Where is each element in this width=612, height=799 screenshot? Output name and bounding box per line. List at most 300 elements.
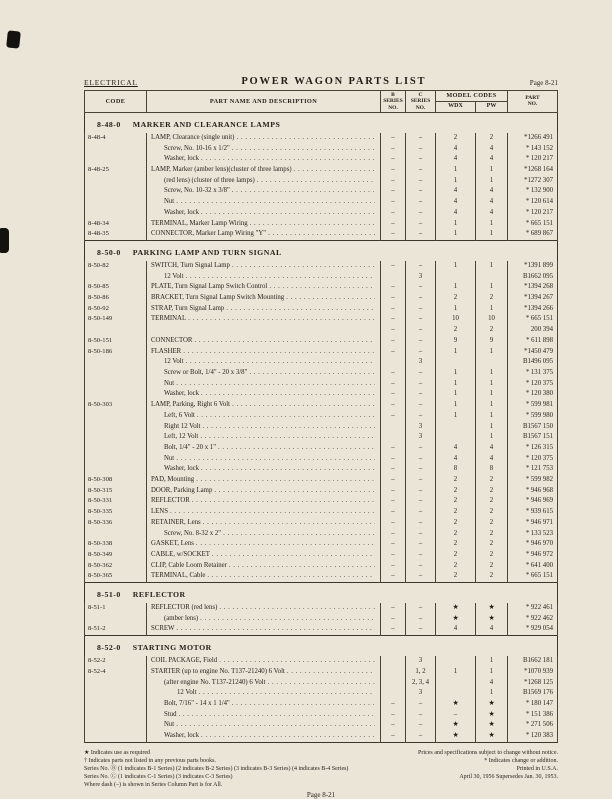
code-cell (85, 389, 147, 400)
c-series-cell: 3 (406, 656, 436, 667)
pw-cell: 2 (476, 475, 508, 486)
description-cell: DOOR, Parking Lamp . . . (147, 486, 381, 497)
section-code: 8-48-0 (97, 119, 121, 129)
wdx-cell: ★ (436, 731, 476, 742)
wdx-cell: 1 (436, 400, 476, 411)
b-series-cell: – (381, 731, 406, 742)
code-cell: 8-50-186 (85, 347, 147, 358)
dot-leader (197, 412, 375, 421)
part-no-cell: * 599 981 (508, 400, 558, 411)
code-cell: 8-50-338 (85, 539, 147, 550)
dot-leader (268, 230, 375, 239)
part-no-cell: * 946 969 (508, 496, 558, 507)
part-no-cell: * 665 151 (508, 219, 558, 230)
description-cell: FLASHER . . . (147, 347, 381, 358)
code-cell (85, 614, 147, 625)
description-cell: STRAP, Turn Signal Lamp . . . (147, 304, 381, 315)
page-number-top: Page 8-21 (529, 79, 558, 87)
description-cell: TERMINAL . . . (147, 314, 381, 325)
dot-leader (287, 668, 375, 677)
b-series-cell: – (381, 550, 406, 561)
code-cell (85, 688, 147, 699)
pw-cell: 4 (476, 454, 508, 465)
wdx-cell: 4 (436, 144, 476, 155)
pw-cell: 4 (476, 186, 508, 197)
part-no-cell: B1567 150 (508, 422, 558, 433)
pw-cell: 4 (476, 208, 508, 219)
code-cell (85, 154, 147, 165)
dot-leader (192, 497, 375, 506)
pw-cell: 1 (476, 667, 508, 678)
code-cell: 8-50-86 (85, 293, 147, 304)
pw-cell: 1 (476, 347, 508, 358)
c-series-cell: – (406, 314, 436, 325)
dot-leader (186, 273, 375, 282)
description-cell: BRACKET, Turn Signal Lamp Switch Mounting . . . (147, 293, 381, 304)
footnote-date: April 30, 1956 Supersedes Jan. 30, 1953. (459, 773, 558, 780)
b-series-cell (381, 667, 406, 678)
code-cell (85, 208, 147, 219)
wdx-cell: 4 (436, 443, 476, 454)
b-series-cell: – (381, 389, 406, 400)
c-series-cell: – (406, 379, 436, 390)
dot-leader (219, 657, 375, 666)
pw-cell: 1 (476, 411, 508, 422)
description-cell (147, 325, 381, 336)
table-row (85, 699, 558, 710)
page-title: POWER WAGON PARTS LIST (241, 76, 427, 87)
part-no-cell: * 641 400 (508, 561, 558, 572)
dot-leader (176, 380, 375, 389)
table-row (85, 720, 558, 731)
pw-cell: 4 (476, 624, 508, 635)
wdx-cell: 1 (436, 165, 476, 176)
wdx-cell (436, 688, 476, 699)
part-no-cell: * 599 980 (508, 411, 558, 422)
part-no-cell: * 599 982 (508, 475, 558, 486)
wdx-cell: 2 (436, 133, 476, 144)
table-row (85, 133, 558, 144)
pw-cell: 2 (476, 133, 508, 144)
c-series-cell: – (406, 133, 436, 144)
parts-table (84, 90, 558, 743)
c-series-cell: – (406, 443, 436, 454)
description-cell: CABLE, w/SOCKET . . . (147, 550, 381, 561)
b-series-cell: – (381, 454, 406, 465)
b-series-cell: – (381, 336, 406, 347)
dot-leader (236, 134, 375, 143)
table-row (85, 379, 558, 390)
pw-cell: 2 (476, 529, 508, 540)
dot-leader (176, 455, 375, 464)
table-row (85, 678, 558, 689)
pw-cell (476, 357, 508, 368)
b-series-cell: – (381, 571, 406, 582)
code-cell: 8-48-34 (85, 219, 147, 230)
pw-cell: 2 (476, 507, 508, 518)
dot-leader (232, 262, 375, 271)
part-no-cell: * 929 054 (508, 624, 558, 635)
part-no-cell: * 946 971 (508, 518, 558, 529)
wdx-cell: 4 (436, 208, 476, 219)
wdx-cell: 8 (436, 464, 476, 475)
description-cell: Screw, No. 10-32 x 3/8" . . . (147, 186, 381, 197)
wdx-cell: 1 (436, 219, 476, 230)
b-series-cell: – (381, 400, 406, 411)
pw-cell: 1 (476, 261, 508, 272)
b-series-cell: – (381, 368, 406, 379)
wdx-cell: 1 (436, 368, 476, 379)
description-cell: Washer, lock . . . (147, 389, 381, 400)
description-cell: (red lens) (cluster of three lamps) . . . (147, 176, 381, 187)
wdx-cell: 2 (436, 496, 476, 507)
table-row (85, 144, 558, 155)
wdx-cell: 2 (436, 507, 476, 518)
description-cell: Bolt, 7/16" - 14 x 1 1/4" . . . (147, 699, 381, 710)
description-cell: Nut . . . (147, 720, 381, 731)
code-cell (85, 272, 147, 283)
part-no-cell: * 126 315 (508, 443, 558, 454)
footnote-b-series-key: Series No. Ⓑ (1 indicates B-1 Series) (2 indicates B-2 Series) (3 indicates B-3 Series) (4 indicates B-4 Series) (84, 765, 349, 772)
c-series-cell: – (406, 229, 436, 240)
pw-cell: 10 (476, 314, 508, 325)
wdx-cell: 2 (436, 486, 476, 497)
pw-cell: 1 (476, 379, 508, 390)
c-series-cell: – (406, 614, 436, 625)
c-series-cell: – (406, 389, 436, 400)
table-row (85, 561, 558, 572)
description-cell: CONNECTOR, Marker Lamp Wiring "Y" . . . (147, 229, 381, 240)
wdx-cell: 4 (436, 186, 476, 197)
description-cell: Nut . . . (147, 197, 381, 208)
code-cell (85, 186, 147, 197)
wdx-cell: 2 (436, 475, 476, 486)
description-cell: Nut . . . (147, 454, 381, 465)
pw-cell: 2 (476, 550, 508, 561)
c-series-cell: – (406, 293, 436, 304)
wdx-cell: 2 (436, 571, 476, 582)
table-row (85, 475, 558, 486)
b-series-cell: – (381, 197, 406, 208)
table-row (85, 186, 558, 197)
description-cell: Nut . . . (147, 379, 381, 390)
c-series-cell: – (406, 176, 436, 187)
c-series-cell: – (406, 561, 436, 572)
description-cell: (after engine No. T137-21240) 6 Volt . . . (147, 678, 381, 689)
table-row (85, 197, 558, 208)
pw-cell: 2 (476, 539, 508, 550)
table-row (85, 389, 558, 400)
b-series-cell: – (381, 208, 406, 219)
code-cell (85, 529, 147, 540)
code-cell: 8-50-149 (85, 314, 147, 325)
c-series-cell: – (406, 699, 436, 710)
part-no-cell: *1450 479 (508, 347, 558, 358)
c-series-cell: – (406, 400, 436, 411)
part-no-cell: *1268 164 (508, 165, 558, 176)
table-row (85, 165, 558, 176)
wdx-cell: 4 (436, 624, 476, 635)
description-cell: CLIP, Cable Loom Retainer . . . (147, 561, 381, 572)
part-no-cell: * 939 615 (508, 507, 558, 518)
dot-leader (212, 551, 375, 560)
dot-leader (200, 433, 375, 442)
table-row (85, 229, 558, 240)
code-cell (85, 379, 147, 390)
b-series-cell: – (381, 133, 406, 144)
c-series-cell: – (406, 720, 436, 731)
description-cell: Right 12 Volt . . . (147, 422, 381, 433)
c-series-cell: – (406, 464, 436, 475)
description-cell: Bolt, 1/4" - 20 x 1" . . . (147, 443, 381, 454)
part-no-cell: * 271 506 (508, 720, 558, 731)
part-no-cell: * 143 152 (508, 144, 558, 155)
code-cell: 8-50-362 (85, 561, 147, 572)
description-cell: PAD, Mounting . . . (147, 475, 381, 486)
table-row (85, 411, 558, 422)
part-no-cell: *1268 125 (508, 678, 558, 689)
section-heading (85, 240, 558, 261)
dot-leader (218, 444, 375, 453)
b-series-cell: – (381, 561, 406, 572)
description-cell: TERMINAL, Marker Lamp Wiring . . . (147, 219, 381, 230)
dot-leader (194, 337, 375, 346)
dot-leader (201, 732, 375, 741)
description-cell: LAMP, Parking, Right 6 Volt . . . (147, 400, 381, 411)
code-cell: 8-50-335 (85, 507, 147, 518)
section-title: STARTING MOTOR (132, 643, 212, 653)
section-heading (85, 112, 558, 133)
description-cell: Washer, lock . . . (147, 154, 381, 165)
section-heading-row (85, 240, 558, 261)
pw-cell: 2 (476, 496, 508, 507)
part-no-cell: * 946 972 (508, 550, 558, 561)
footnote-printed: Printed in U.S.A. (516, 765, 558, 772)
description-cell: COIL PACKAGE, Field . . . (147, 656, 381, 667)
table-row (85, 486, 558, 497)
dot-leader (257, 177, 375, 186)
pw-cell: 2 (476, 518, 508, 529)
code-cell: 8-50-308 (85, 475, 147, 486)
table-row (85, 314, 558, 325)
dot-leader (200, 615, 375, 624)
part-no-cell: * 946 970 (508, 539, 558, 550)
pw-cell: 1 (476, 165, 508, 176)
footnote-dash: Where dash (–) is shown in Series Column Part is for All. (84, 781, 223, 788)
table-row (85, 400, 558, 411)
b-series-cell: – (381, 229, 406, 240)
part-no-cell: *1391 899 (508, 261, 558, 272)
description-cell: Washer, lock . . . (147, 731, 381, 742)
code-cell (85, 197, 147, 208)
wdx-cell: 9 (436, 336, 476, 347)
part-no-cell: * 151 386 (508, 710, 558, 721)
wdx-cell: – (436, 710, 476, 721)
description-cell: LAMP, Clearance (single unit) . . . (147, 133, 381, 144)
pw-cell: 1 (476, 688, 508, 699)
footnote-prices: Prices and specifications subject to change without notice. (418, 749, 558, 756)
c-series-cell: – (406, 261, 436, 272)
wdx-cell (436, 422, 476, 433)
section-code: 8-52-0 (97, 643, 121, 653)
b-series-cell (381, 272, 406, 283)
table-row (85, 550, 558, 561)
part-no-cell: B1662 095 (508, 272, 558, 283)
section-heading (85, 583, 558, 604)
dot-leader (176, 721, 375, 730)
footnote-star: ★ Indicates use as required (84, 749, 151, 756)
wdx-cell: ★ (436, 699, 476, 710)
table-row (85, 529, 558, 540)
code-cell (85, 368, 147, 379)
wdx-cell: 1 (436, 389, 476, 400)
c-series-cell: – (406, 550, 436, 561)
code-cell: 8-50-151 (85, 336, 147, 347)
dot-leader (232, 145, 375, 154)
c-series-cell: – (406, 710, 436, 721)
part-no-cell: B1662 181 (508, 656, 558, 667)
b-series-cell (381, 422, 406, 433)
description-cell: Washer, lock . . . (147, 464, 381, 475)
b-series-cell: – (381, 518, 406, 529)
section-title: PARKING LAMP AND TURN SIGNAL (132, 247, 282, 257)
c-series-cell: – (406, 486, 436, 497)
pw-cell: 4 (476, 144, 508, 155)
pw-cell: ★ (476, 603, 508, 614)
dot-leader (250, 220, 375, 229)
description-cell: Left, 6 Volt . . . (147, 411, 381, 422)
description-cell: PLATE, Turn Signal Lamp Switch Control . . . (147, 282, 381, 293)
description-cell: Screw or Bolt, 1/4" - 20 x 3/8" . . . (147, 368, 381, 379)
part-no-cell: * 689 867 (508, 229, 558, 240)
footnotes-right (418, 749, 558, 789)
table-row (85, 154, 558, 165)
wdx-cell: 4 (436, 154, 476, 165)
b-series-cell: – (381, 614, 406, 625)
table-row (85, 219, 558, 230)
pw-cell: 1 (476, 389, 508, 400)
description-cell: TERMINAL, Cable . . . (147, 571, 381, 582)
code-cell (85, 699, 147, 710)
pw-cell: ★ (476, 720, 508, 731)
table-row (85, 656, 558, 667)
code-cell: 8-50-349 (85, 550, 147, 561)
description-cell: STARTER (up to engine No. T137-21240) 6 Volt . . . (147, 667, 381, 678)
description-cell: Stud . . . (147, 710, 381, 721)
dot-leader (176, 198, 375, 207)
table-row (85, 710, 558, 721)
c-series-cell: 3 (406, 422, 436, 433)
code-cell: 8-50-85 (85, 282, 147, 293)
col-header-model-codes: MODEL CODES (436, 91, 508, 102)
b-series-cell: – (381, 624, 406, 635)
b-series-cell: – (381, 304, 406, 315)
code-cell: 8-52-4 (85, 667, 147, 678)
part-no-cell: * 120 375 (508, 454, 558, 465)
c-series-cell: – (406, 208, 436, 219)
b-series-cell: – (381, 261, 406, 272)
code-cell: 8-50-315 (85, 486, 147, 497)
part-no-cell: * 922 461 (508, 603, 558, 614)
b-series-cell: – (381, 443, 406, 454)
c-series-cell: – (406, 475, 436, 486)
c-series-cell: 3 (406, 432, 436, 443)
wdx-cell (436, 678, 476, 689)
part-no-cell: 200 394 (508, 325, 558, 336)
part-no-cell: *1266 491 (508, 133, 558, 144)
b-series-cell: – (381, 464, 406, 475)
section-heading (85, 636, 558, 657)
code-cell (85, 720, 147, 731)
c-series-cell: – (406, 411, 436, 422)
c-series-cell: – (406, 507, 436, 518)
c-series-cell: – (406, 518, 436, 529)
pw-cell: 4 (476, 443, 508, 454)
b-series-cell: – (381, 154, 406, 165)
dot-leader (219, 604, 375, 613)
table-row (85, 272, 558, 283)
code-cell (85, 443, 147, 454)
pw-cell: 1 (476, 176, 508, 187)
dot-leader (249, 369, 375, 378)
dot-leader (196, 476, 375, 485)
code-cell: 8-51-2 (85, 624, 147, 635)
code-cell: 8-50-82 (85, 261, 147, 272)
table-row (85, 443, 558, 454)
code-cell (85, 144, 147, 155)
dot-leader (188, 315, 375, 324)
wdx-cell: 1 (436, 411, 476, 422)
dot-leader (268, 679, 375, 688)
pw-cell: ★ (476, 731, 508, 742)
wdx-cell: 2 (436, 539, 476, 550)
wdx-cell: 1 (436, 667, 476, 678)
pw-cell: 2 (476, 571, 508, 582)
description-cell: REFLECTOR (red lens) . . . (147, 603, 381, 614)
pw-cell: 4 (476, 197, 508, 208)
table-row (85, 368, 558, 379)
table-row (85, 667, 558, 678)
pw-cell: 1 (476, 400, 508, 411)
wdx-cell: 1 (436, 282, 476, 293)
b-series-cell: – (381, 293, 406, 304)
table-row (85, 176, 558, 187)
c-series-cell: – (406, 539, 436, 550)
code-cell: 8-51-1 (85, 603, 147, 614)
description-cell: Screw, No. 8-32 x 2" . . . (147, 529, 381, 540)
code-cell (85, 432, 147, 443)
b-series-cell: – (381, 539, 406, 550)
dot-leader (202, 423, 375, 432)
dot-leader (201, 465, 375, 474)
c-series-cell: – (406, 496, 436, 507)
scan-artifact-left (0, 228, 9, 253)
dot-leader (214, 487, 375, 496)
part-no-cell: *1394 267 (508, 293, 558, 304)
part-no-cell: * 120 380 (508, 389, 558, 400)
wdx-cell: 2 (436, 561, 476, 572)
c-series-cell: – (406, 144, 436, 155)
col-header-wdx: WDX (436, 101, 476, 112)
dot-leader (199, 689, 375, 698)
b-series-cell: – (381, 325, 406, 336)
code-cell: 8-50-331 (85, 496, 147, 507)
b-series-cell: – (381, 282, 406, 293)
table-row (85, 325, 558, 336)
wdx-cell: 4 (436, 454, 476, 465)
section-code: 8-51-0 (97, 590, 121, 600)
c-series-cell: – (406, 304, 436, 315)
